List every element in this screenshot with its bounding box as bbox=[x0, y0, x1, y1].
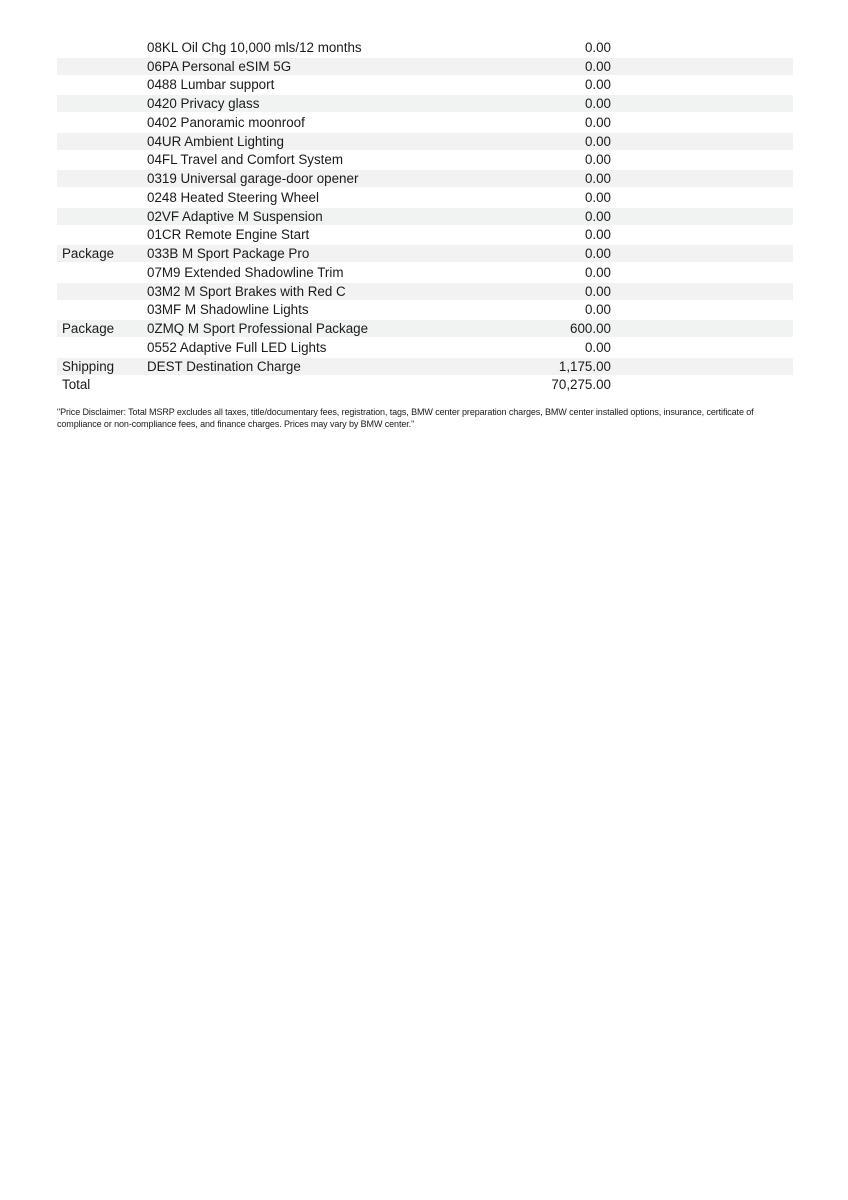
table-row bbox=[57, 151, 793, 170]
table-row bbox=[57, 338, 793, 357]
row-price: 0.00 bbox=[584, 302, 611, 318]
row-price: 0.00 bbox=[584, 264, 611, 280]
row-description: 0ZMQ M Sport Professional Package bbox=[147, 321, 369, 337]
row-price: 0.00 bbox=[584, 96, 611, 112]
row-description: 04FL Travel and Comfort System bbox=[147, 152, 343, 168]
row-description: 02VF Adaptive M Suspension bbox=[147, 208, 323, 224]
row-description: 0248 Heated Steering Wheel bbox=[147, 189, 319, 205]
row-price: 0.00 bbox=[584, 339, 611, 355]
row-price: 0.00 bbox=[584, 227, 611, 243]
row-description: 08KL Oil Chg 10,000 mls/12 months bbox=[147, 39, 362, 55]
price-disclaimer: "Price Disclaimer: Total MSRP excludes all taxes, title/documentary fees, registration, tags, BMW center preparation charges, BMW center installed options, insurance, certificate of compliance or non-compliance fees, and finance charges. Prices may vary by BMW center." bbox=[57, 407, 754, 430]
table-row bbox=[57, 282, 793, 301]
row-price: 0.00 bbox=[584, 283, 611, 299]
options-price-table bbox=[57, 38, 793, 394]
row-price: 0.00 bbox=[584, 39, 611, 55]
table-row bbox=[57, 113, 793, 132]
row-description: DEST Destination Charge bbox=[147, 358, 301, 374]
table-row bbox=[57, 57, 793, 76]
table-row bbox=[57, 132, 793, 151]
row-price: 0.00 bbox=[584, 171, 611, 187]
row-price: 1,175.00 bbox=[558, 358, 611, 374]
table-row bbox=[57, 188, 793, 207]
row-description: 01CR Remote Engine Start bbox=[147, 227, 310, 243]
row-category: Package bbox=[62, 321, 115, 337]
table-row bbox=[57, 207, 793, 226]
row-price: 0.00 bbox=[584, 208, 611, 224]
table-row bbox=[57, 169, 793, 188]
row-description: 04UR Ambient Lighting bbox=[147, 133, 284, 149]
table-row bbox=[57, 226, 793, 245]
row-description: 0488 Lumbar support bbox=[147, 77, 275, 93]
row-price: 0.00 bbox=[584, 58, 611, 74]
row-price: 70,275.00 bbox=[551, 377, 611, 393]
row-description: 06PA Personal eSIM 5G bbox=[147, 58, 292, 74]
row-price: 0.00 bbox=[584, 77, 611, 93]
row-description: 03M2 M Sport Brakes with Red C bbox=[147, 283, 346, 299]
row-price: 0.00 bbox=[584, 246, 611, 262]
table-row bbox=[57, 244, 793, 263]
row-description: 0402 Panoramic moonroof bbox=[147, 114, 305, 130]
table-row bbox=[57, 263, 793, 282]
row-price: 0.00 bbox=[584, 152, 611, 168]
row-price: 0.00 bbox=[584, 189, 611, 205]
row-description: 0552 Adaptive Full LED Lights bbox=[147, 339, 327, 355]
row-price: 600.00 bbox=[570, 321, 611, 337]
row-description: 07M9 Extended Shadowline Trim bbox=[147, 264, 344, 280]
row-category: Shipping bbox=[62, 358, 115, 374]
table-row bbox=[57, 301, 793, 320]
row-category: Total bbox=[62, 377, 91, 393]
row-description: 03MF M Shadowline Lights bbox=[147, 302, 309, 318]
row-description: 033B M Sport Package Pro bbox=[147, 246, 310, 262]
row-description: 0319 Universal garage-door opener bbox=[147, 171, 359, 187]
table-row bbox=[57, 38, 793, 57]
row-price: 0.00 bbox=[584, 133, 611, 149]
table-row bbox=[57, 376, 793, 395]
table-row bbox=[57, 76, 793, 95]
row-category: Package bbox=[62, 246, 115, 262]
table-row bbox=[57, 319, 793, 338]
row-price: 0.00 bbox=[584, 114, 611, 130]
row-description: 0420 Privacy glass bbox=[147, 96, 260, 112]
table-row bbox=[57, 94, 793, 113]
table-row bbox=[57, 357, 793, 376]
